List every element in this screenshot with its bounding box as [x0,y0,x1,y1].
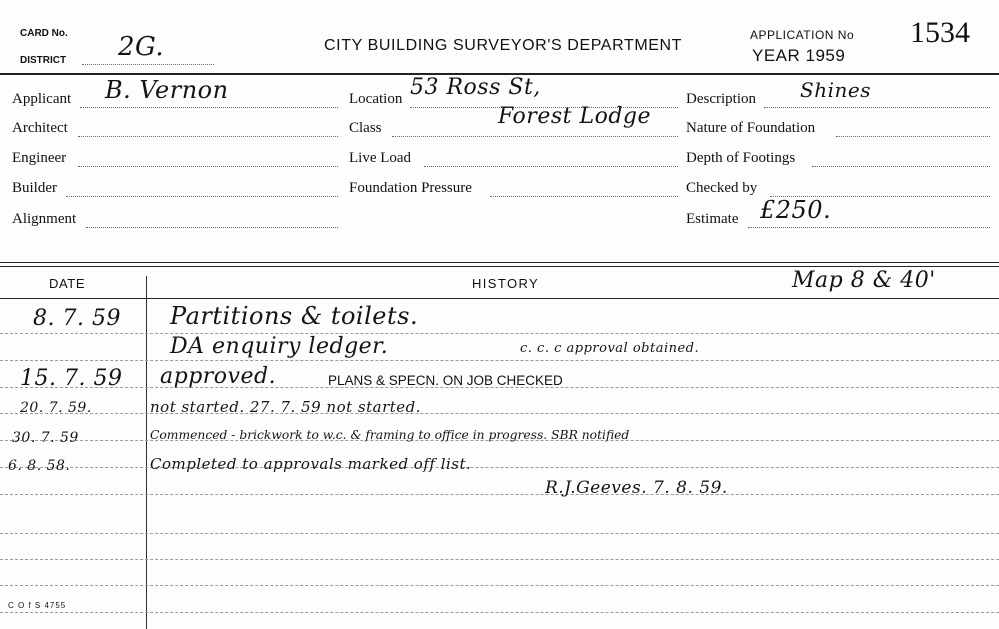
alignment-label: Alignment [12,211,77,227]
history-date: 30. 7. 59 [12,430,79,446]
history-text: not started. 27. 7. 59 not started. [150,398,422,416]
district-label: DISTRICT [20,55,67,66]
description-label: Description [686,91,756,107]
history-text: DA enquiry ledger. [170,334,389,359]
live-load-label: Live Load [349,150,412,166]
builder-line [66,196,338,197]
engineer-line [78,166,338,167]
foundation-pressure-line [490,196,678,197]
estimate-line [748,227,990,228]
form-code: C O f S 4755 [8,601,67,610]
history-top-rule [0,262,999,263]
description-line [764,107,990,108]
estimate-value: £250. [760,196,832,224]
applicant-label: Applicant [12,91,72,107]
ruled-line [0,559,999,560]
alignment-line [86,227,338,228]
architect-label: Architect [12,120,68,136]
class-label: Class [349,120,382,136]
ruled-line [0,360,999,361]
history-column-header: HISTORY [472,276,540,291]
history-date: 8. 7. 59 [33,306,121,331]
description-value: Shines [800,78,871,102]
ruled-line [0,533,999,534]
location-value: 53 Ross St, [410,75,541,100]
depth-of-footings-line [812,166,990,167]
application-label: APPLICATION No [750,28,855,42]
history-text: Completed to approvals marked off list. [150,455,472,473]
engineer-label: Engineer [12,150,67,166]
date-column-header: DATE [49,276,86,291]
history-date: 20. 7. 59. [20,400,92,416]
department-title: CITY BUILDING SURVEYOR'S DEPARTMENT [324,37,683,54]
ruled-line [0,612,999,613]
history-top-rule-2 [0,266,999,267]
district-line [82,64,214,65]
foundation-pressure-label: Foundation Pressure [349,180,472,196]
application-number: 1534 [910,16,970,49]
history-note: c. c. c approval obtained. [520,341,700,356]
estimate-label: Estimate [686,211,739,227]
history-date: 6. 8. 58. [8,458,71,474]
card-no-label: CARD No. [20,28,68,39]
date-column-divider [146,276,147,629]
district-value: 2G. [118,32,165,62]
applicant-value: B. Vernon [105,76,229,104]
history-stamp: PLANS & SPECN. ON JOB CHECKED [328,373,563,388]
ruled-line [0,494,999,495]
class-value: Forest Lodge [498,104,652,129]
history-header-rule [0,298,999,299]
depth-of-footings-label: Depth of Footings [686,150,796,166]
history-text: Partitions & toilets. [170,302,419,330]
architect-line [78,136,338,137]
signature: R.J.Geeves. 7. 8. 59. [545,478,728,498]
ruled-line [0,333,999,334]
live-load-line [424,166,678,167]
nature-of-foundation-line [836,136,990,137]
class-line [392,136,678,137]
history-date: 15. 7. 59 [20,366,123,391]
ruled-line [0,585,999,586]
history-text: Commenced - brickwork to w.c. & framing to office in progress. SBR notified [150,428,630,442]
builder-label: Builder [12,180,57,196]
map-reference: Map 8 & 40' [792,268,936,293]
year-label: YEAR 1959 [752,46,846,65]
location-label: Location [349,91,403,107]
nature-of-foundation-label: Nature of Foundation [686,120,816,136]
applicant-line [80,107,338,108]
checked-by-label: Checked by [686,180,758,196]
history-text: approved. [160,364,277,389]
